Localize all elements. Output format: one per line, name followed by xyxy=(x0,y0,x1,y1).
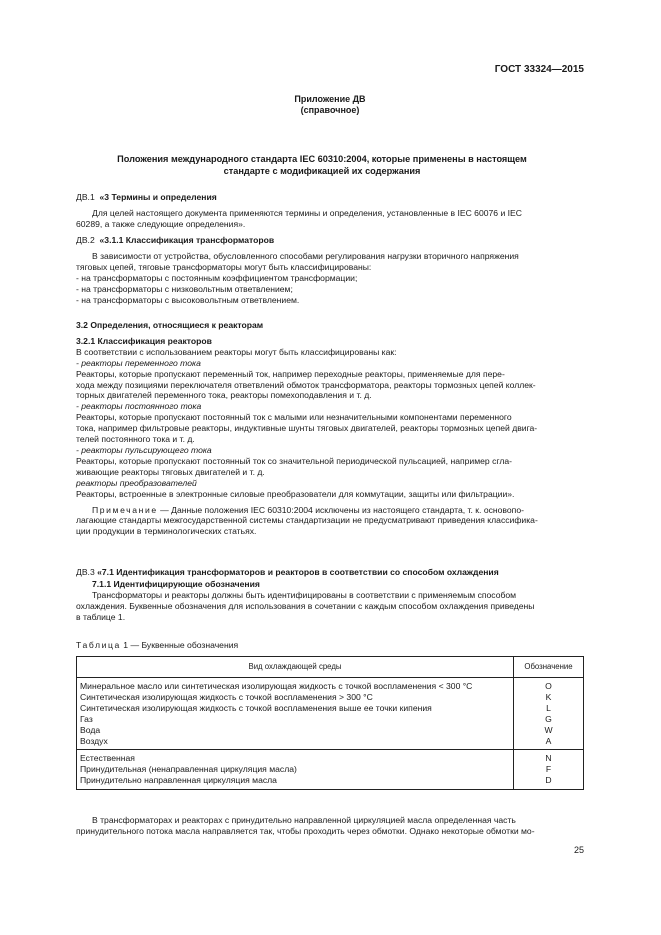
main-title-line-2: стандарте с модификацией их содержания xyxy=(223,166,421,176)
code-cell: L xyxy=(514,703,584,714)
db3-text-line-1: Трансформаторы и реакторы должны быть идентифицированы в соответствии с применяемым способом xyxy=(92,589,517,600)
db3-label: ДВ.3 xyxy=(76,567,95,577)
section-db3 xyxy=(76,567,584,623)
section-db2 xyxy=(76,235,584,305)
db1-text-line-2: 60289, а также следующие определения». xyxy=(76,218,246,229)
table-header-row xyxy=(77,657,584,678)
medium-cell: Минеральное масло или синтетическая изолирующая жидкость с точкой воспламенения < 300 °С xyxy=(77,678,514,692)
table-row xyxy=(77,764,584,775)
appendix-subtitle: (справочное) xyxy=(300,105,360,115)
s32-note-line-2: лагающие стандарты межгосударственной системы стандартизации не предусматривают приведения классифика- xyxy=(76,515,538,526)
column-header-code: Обозначение xyxy=(514,657,584,678)
medium-cell: Воздух xyxy=(77,736,514,750)
table-row xyxy=(77,775,584,789)
s32-dc-line-3: телей постоянного тока и т. д. xyxy=(76,434,195,445)
db2-label: ДВ.2 xyxy=(76,235,95,245)
code-cell: D xyxy=(514,775,584,789)
db2-text-line-2: тяговых цепей, тяговые трансформаторы могут быть классифицированы: xyxy=(76,261,372,272)
medium-cell: Синтетическая изолирующая жидкость с точкой воспламенения > 300 °С xyxy=(77,692,514,703)
s32-pulse-line-1: Реакторы, которые пропускают постоянный ток со значительной периодической пульсацией, например сгла- xyxy=(76,455,512,466)
s32-dc-term: - реакторы постоянного тока xyxy=(76,401,202,412)
medium-cell: Вода xyxy=(77,725,514,736)
table-row xyxy=(77,725,584,736)
appendix-title: Приложение ДВ xyxy=(294,94,366,104)
db2-list-item: - на трансформаторы с низковольтным ответвлением; xyxy=(76,283,293,294)
medium-cell: Естественная xyxy=(77,750,514,764)
table-row xyxy=(77,692,584,703)
db2-list-item: - на трансформаторы с высоковольтным ответвлением. xyxy=(76,294,300,305)
code-cell: K xyxy=(514,692,584,703)
db2-heading: «3.1.1 Классификация трансформаторов xyxy=(99,235,275,245)
s32-ac-line-1: Реакторы, которые пропускают переменный ток, например переходные реакторы, применяемые для пере- xyxy=(76,368,505,379)
s32-ac-term: - реакторы переменного тока xyxy=(76,357,201,368)
s32-heading: 3.2 Определения, относящиеся к реакторам xyxy=(76,320,264,330)
table-row xyxy=(77,714,584,725)
designation-table xyxy=(76,656,584,790)
s32-subheading: 3.2.1 Классификация реакторов xyxy=(76,335,212,346)
medium-cell: Синтетическая изолирующая жидкость с точкой воспламенения выше ее точки кипения xyxy=(77,703,514,714)
s32-pulse-term: - реакторы пульсирующего тока xyxy=(76,444,212,455)
code-cell: N xyxy=(514,750,584,764)
table-caption-word: Таблица xyxy=(76,640,121,650)
s32-note-line-1 xyxy=(76,505,584,516)
main-title-line-1: Положения международного стандарта IEC 60310:2004, которые применены в настоящем xyxy=(117,154,527,164)
table-row xyxy=(77,703,584,714)
medium-cell: Принудительная (ненаправленная циркуляция масла) xyxy=(77,764,514,775)
db1-heading: «3 Термины и определения xyxy=(99,192,217,202)
table-row xyxy=(77,750,584,764)
db1-label: ДВ.1 xyxy=(76,192,95,202)
section-3-2 xyxy=(76,320,584,537)
db2-text-line-1: В зависимости от устройства, обусловленного способами регулирования нагрузки вторичного напряжения xyxy=(92,250,519,261)
table-row xyxy=(77,678,584,692)
s32-ac-line-3: торных двигателей переменного тока, реакторы помехоподавления и т. д. xyxy=(76,390,372,401)
code-cell: W xyxy=(514,725,584,736)
table-caption xyxy=(76,640,584,651)
closing-line-2: принудительного потока масла направляется так, чтобы проходить через обмотки. Однако некоторые обмотки мо- xyxy=(76,825,535,836)
code-cell: F xyxy=(514,764,584,775)
section-db1 xyxy=(76,192,584,230)
closing-paragraph xyxy=(76,815,584,837)
s32-note-line-3: ции продукции в терминологических статьях. xyxy=(76,526,257,537)
note-text: — Данные положения IEC 60310:2004 исключены из настоящего стандарта, т. к. основопо- xyxy=(157,504,524,515)
db1-text-line-1: Для целей настоящего документа применяются термины и определения, установленные в IEC 60076 и IEC xyxy=(92,207,522,218)
db2-list-item: - на трансформаторы с постоянным коэффициентом трансформации; xyxy=(76,272,358,283)
db3-text-line-2: охлаждения. Буквенные обозначения для использования в сочетании с каждым способом охлаждения приведены xyxy=(76,600,535,611)
column-header-medium: Вид охлаждающей среды xyxy=(77,657,514,678)
table-row xyxy=(77,736,584,750)
standard-number: ГОСТ 33324—2015 xyxy=(494,64,584,75)
s32-intro: В соответствии с использованием реакторы могут быть классифицированы как: xyxy=(76,346,397,357)
table-caption-text: 1 — Буквенные обозначения xyxy=(120,640,239,650)
s32-converter-term: реакторы преобразователей xyxy=(76,477,197,488)
s32-dc-line-2: тока, например фильтровые реакторы, индуктивные шунты тяговых двигателей, реакторы тормозных цепей двига- xyxy=(76,423,538,434)
note-label: Примечание xyxy=(92,504,158,515)
s32-dc-line-1: Реакторы, которые пропускают постоянный ток с малыми или незначительными компонентами переменного xyxy=(76,412,512,423)
closing-line-1: В трансформаторах и реакторах с принудительно направленной циркуляцией масла определенная часть xyxy=(92,815,516,825)
code-cell: G xyxy=(514,714,584,725)
db3-subheading: 7.1.1 Идентифицирующие обозначения xyxy=(92,578,260,589)
db3-text-line-3: в таблице 1. xyxy=(76,611,126,622)
db3-heading: «7.1 Идентификация трансформаторов и реакторов в соответствии со способом охлаждения xyxy=(97,567,499,577)
s32-pulse-line-2: живающие реакторы тяговых двигателей и т. д. xyxy=(76,466,265,477)
medium-cell: Газ xyxy=(77,714,514,725)
code-cell: O xyxy=(514,678,584,692)
s32-ac-line-2: хода между позициями переключателя ответвлений обмоток трансформатора, реакторы тормозных цепей коллек- xyxy=(76,379,536,390)
code-cell: A xyxy=(514,736,584,750)
s32-converter-line-1: Реакторы, встроенные в электронные силовые преобразователи для коммутации, защиты или фильтрации». xyxy=(76,488,515,499)
page-number: 25 xyxy=(573,845,584,855)
medium-cell: Принудительно направленная циркуляция масла xyxy=(77,775,514,789)
